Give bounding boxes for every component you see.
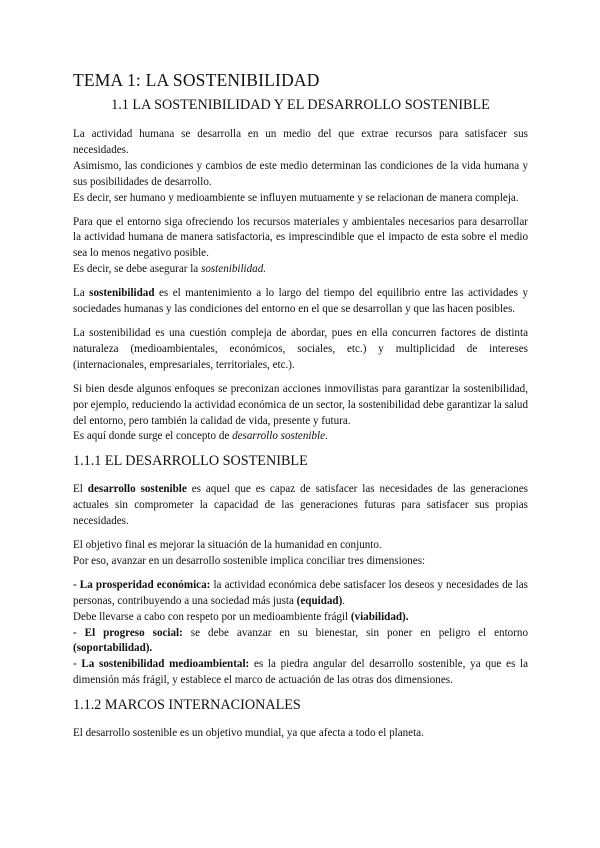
dimension-medioambiental-text: es la piedra angular del desarrollo sostenible, ya que es la dimensión más frágil, y establece el marco de actuación de las otras dos dimensiones. — [73, 658, 529, 687]
paragraph-3 — [73, 286, 528, 318]
section-heading-1-1-2: 1.1.2 MARCOS INTERNACIONALES — [73, 697, 301, 714]
dimension-social — [73, 626, 528, 658]
paragraph-6-pre: El — [73, 483, 88, 496]
dimension-social-text: se debe avanzar en su bienestar, sin poner en peligro el entorno — [182, 626, 528, 639]
soportabilidad-term: (soportabilidad). — [73, 642, 153, 655]
dimension-economica-text: la actividad económica debe satisfacer los deseos y necesidades de las personas, contribuyendo a una sociedad más justa — [73, 578, 528, 607]
paragraph-3-post: es el mantenimiento a lo largo del tiempo del equilibrio entre las actividades y sociedades humanas y las condiciones del entorno en el que se desarrollan y que las hacen posibles. — [73, 287, 528, 316]
dimensions-list — [73, 578, 528, 689]
dimension-economica-label: - La prosperidad económica: — [73, 578, 211, 591]
dimension-economica-cont — [73, 610, 528, 626]
equidad-term: (equidad) — [296, 594, 343, 607]
paragraph-2-line-1: Para que el entorno siga ofreciendo los recursos materiales y ambientales necesarios para desarrollar la actividad humana de manera satisfactoria, es imprescindible que el impacto de esta sobre el medio sea lo menos negativo posible. — [73, 215, 528, 260]
paragraph-5-pre: Es aquí donde surge el concepto de — [73, 430, 233, 443]
document-page — [73, 70, 528, 750]
paragraph-7-line-2: Por eso, avanzar en un desarrollo sostenible implica conciliar tres dimensiones: — [73, 554, 426, 567]
paragraph-2 — [73, 215, 528, 279]
dimension-social-label: - El progreso social: — [73, 626, 183, 639]
paragraph-2-text: Es decir, se debe asegurar la — [73, 263, 201, 276]
section-heading-1-1: 1.1 LA SOSTENIBILIDAD Y EL DESARROLLO SOSTENIBLE — [111, 97, 490, 113]
paragraph-3-pre: La — [73, 287, 90, 300]
dimension-medioambiental — [73, 657, 528, 689]
paragraph-9: El desarrollo sostenible es un objetivo mundial, ya que afecta a todo el planeta. — [73, 727, 424, 740]
document-title: TEMA 1: LA SOSTENIBILIDAD — [73, 70, 320, 90]
dimension-medioambiental-label: - La sostenibilidad medioambiental: — [73, 658, 250, 671]
paragraph-5-line-2 — [73, 429, 528, 445]
paragraph-6 — [73, 482, 528, 530]
paragraph-5 — [73, 382, 528, 446]
paragraph-1-line-1: La actividad humana se desarrolla en un medio del que extrae recursos para satisfacer sus necesidades. — [73, 128, 528, 156]
desarrollo-sostenible-term: desarrollo sostenible — [87, 483, 187, 496]
sostenibilidad-emphasis: sostenibilidad. — [201, 263, 267, 276]
dimension-economica-cont-text: Debe llevarse a cabo con respeto por un medioambiente frágil — [73, 610, 351, 623]
paragraph-5-post: . — [325, 430, 328, 443]
dimension-economica — [73, 578, 528, 610]
paragraph-1-line-2: Asimismo, las condiciones y cambios de este medio determinan las condiciones de la vida humana y sus posibilidades de desarrollo. — [73, 159, 528, 188]
paragraph-5-line-1: Si bien desde algunos enfoques se preconizan acciones inmovilistas para garantizar la sostenibilidad, por ejemplo, reduciendo la actividad económica de un sector, la sostenibilidad debe garantizar la salud del entorno, pero también la calidad de vida, presente y futura. — [73, 382, 528, 427]
dimension-economica-end: . — [342, 594, 346, 607]
paragraph-4: La sostenibilidad es una cuestión compleja de abordar, pues en ella concurren factores de distinta naturaleza (medioambientales, económicos, sociales, etc.) y multiplicidad de intereses (internacionales, empresariales, territoriales, etc.). — [73, 326, 528, 371]
viabilidad-term: (viabilidad). — [350, 610, 409, 623]
sostenibilidad-term: sostenibilidad — [89, 287, 155, 300]
section-heading-1-1-1: 1.1.1 EL DESARROLLO SOSTENIBLE — [73, 453, 308, 470]
paragraph-6-post: es aquel que es capaz de satisfacer las necesidades de las generaciones actuales sin comprometer la capacidad de las generaciones futuras para satisfacer sus propias necesidades. — [73, 483, 528, 528]
paragraph-7 — [73, 538, 528, 570]
paragraph-2-line-2 — [73, 262, 528, 278]
desarrollo-sostenible-emphasis: desarrollo sostenible — [232, 430, 326, 443]
paragraph-1-line-3: Es decir, ser humano y medioambiente se influyen mutuamente y se relacionan de manera compleja. — [73, 191, 519, 204]
paragraph-1 — [73, 127, 528, 207]
paragraph-7-line-1: El objetivo final es mejorar la situación de la humanidad en conjunto. — [73, 539, 382, 552]
